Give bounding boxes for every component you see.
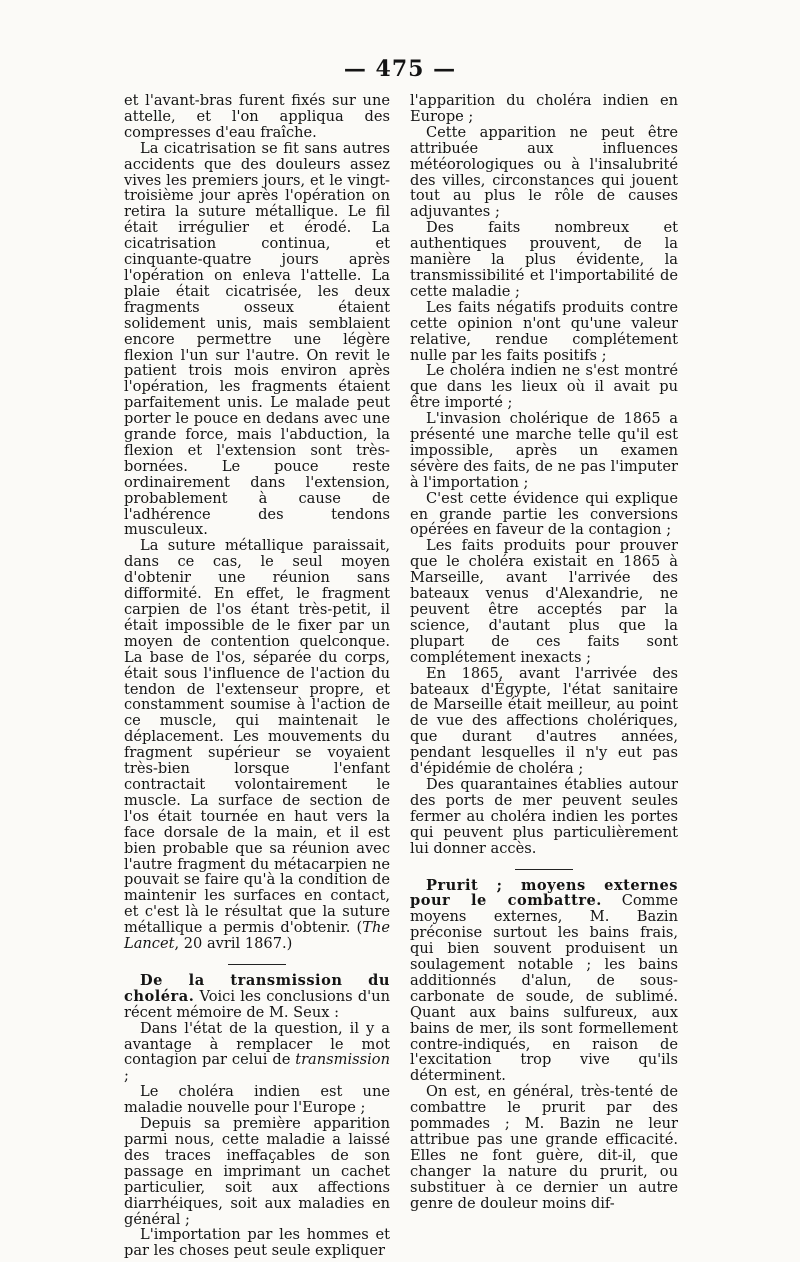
- section-paragraph: [124, 973, 390, 1021]
- paragraph: Des faits nombreux et authentiques prouvent, de la manière la plus évidente, la transmissibilité et l'importabilité de cette maladie ;: [410, 219, 678, 300]
- right-column: [410, 93, 678, 1212]
- paragraph: Les faits produits pour prouver que le choléra existait en 1865 à Marseille, avant l'arrivée des bateaux venus d'Alexandrie, ne peuvent être acceptés par la science, d'autant plus que la plupart de ces faits sont complétement inexacts ;: [410, 537, 678, 666]
- section-title: Prurit ; moyens externes pour le combattre.: [410, 876, 678, 910]
- section-title: De la transmission du choléra.: [124, 971, 390, 1005]
- section-intro: Voici les conclusions d'un récent mémoire de M. Seux :: [124, 987, 390, 1021]
- left-column: [124, 93, 390, 1259]
- paragraph: L'invasion cholérique de 1865 a présenté une marche telle qu'il est impossible, après un examen sévère des faits, de ne pas l'imputer à l'importation ;: [410, 410, 678, 491]
- paragraph-text: Dans l'état de la question, il y a avantage à remplacer le mot contagion par celui de: [124, 1019, 390, 1069]
- paragraph: On est, en général, très-tenté de combattre le prurit par des pommades ; M. Bazin ne leur attribue pas une grande efficacité. Elles ne font guère, dit-il, que changer la nature du prurit, ou substituer à ce dernier un autre genre de douleur moins dif-: [410, 1083, 678, 1212]
- paragraph: [124, 1021, 390, 1085]
- paragraph-end: ;: [124, 1067, 129, 1085]
- emphasized-term: transmission: [295, 1051, 390, 1069]
- paragraph: Le choléra indien ne s'est montré que dans les lieux où il avait pu être importé ;: [410, 362, 678, 412]
- paragraph: l'apparition du choléra indien en Europe ;: [410, 92, 678, 125]
- paragraph-text: La suture métallique paraissait, dans ce cas, le seul moyen d'obtenir une réunion sans difformité. En effet, le fragment carpien de l'os étant très-petit, il était impossible de le fixer par un moyen de contention quelconque. La base de l'os, séparée du corps, était sous l'influence de l'action du tendon de l'extenseur propre, et constamment soumise à l'action de ce muscle, qui maintenait le déplacement. Les mouvements du fragment supérieur se voyaient très-bien lorsque l'enfant contractait volontairement le muscle. La surface de section de l'os était tournée en haut vers la face dorsale de la main, et il est bien probable que sa réunion avec l'autre fragment du métacarpien ne pouvait se faire qu'à la condition de maintenir les surfaces en contact, et c'est là le résultat que la suture métallique a permis d'obtenir. (: [124, 537, 390, 937]
- source-citation: The Lancet: [124, 919, 390, 953]
- citation-date: , 20 avril 1867.): [174, 935, 293, 953]
- section-text: Comme moyens externes, M. Bazin préconise surtout les bains frais, qui bien souvent produisent un soulagement notable ; les bains additionnés d'alun, de sous-carbonate de soude, de sublimé. Quant aux bains sulfureux, aux bains de mer, ils sont formellement contre-indiqués, en raison de l'excitation trop vive qu'ils déterminent.: [410, 892, 678, 1085]
- paragraph: C'est cette évidence qui explique en grande partie les conversions opérées en faveur de la contagion ;: [410, 489, 678, 539]
- paragraph: et l'avant-bras furent fixés sur une attelle, et l'on appliqua des compresses d'eau fraîche.: [124, 92, 390, 141]
- paragraph: En 1865, avant l'arrivée des bateaux d'Égypte, l'état sanitaire de Marseille était meilleur, au point de vue des affections cholériques, que durant d'autres années, pendant lesquelles il n'y eut pas d'épidémie de choléra ;: [410, 664, 678, 778]
- paragraph: Depuis sa première apparition parmi nous, cette maladie a laissé des traces ineffaçables de son passage en imprimant un cachet particulier, soit aux affections diarrhéiques, soit aux maladies en général ;: [124, 1115, 390, 1228]
- paragraph: La cicatrisation se fit sans autres accidents que des douleurs assez vives les premiers jours, et le vingt-troisième jour après l'opération on retira la suture métallique. Le fil était irrégulier et érodé. La cicatrisation continua, et cinquante-quatre jours après l'opération on enleva l'attelle. La plaie était cicatrisée, les deux fragments osseux étaient solidement unis, mais semblaient encore permettre une légère flexion l'un sur l'autre. On revit le patient trois mois environ après l'opération, les fragments étaient parfaitement unis. Le malade peut porter le pouce en dedans avec une grande force, mais l'abduction, la flexion et l'extension sont très-bornées. Le pouce reste ordinairement dans l'extension, probablement à cause de l'adhérence des tendons musculeux.: [124, 139, 390, 539]
- paragraph: Les faits négatifs produits contre cette opinion n'ont qu'une valeur relative, rendue complétement nulle par les faits positifs ;: [410, 298, 678, 364]
- page-number: — 475 —: [343, 56, 457, 82]
- paragraph: Le choléra indien est une maladie nouvelle pour l'Europe ;: [124, 1083, 390, 1117]
- paragraph: Cette apparition ne peut être attribuée aux influences météorologiques ou à l'insalubrité des villes, circonstances qui jouent tout au plus le rôle de causes adjuvantes ;: [410, 123, 678, 221]
- section-divider: [515, 869, 573, 870]
- section-divider: [228, 964, 286, 965]
- paragraph: Des quarantaines établies autour des ports de mer peuvent seules fermer au choléra indien les portes qui peuvent plus particulièrement lui donner accès.: [410, 775, 678, 857]
- section-paragraph: [410, 878, 678, 1085]
- paragraph: [124, 538, 390, 952]
- paragraph: L'importation par les hommes et par les choses peut seule expliquer: [124, 1226, 390, 1260]
